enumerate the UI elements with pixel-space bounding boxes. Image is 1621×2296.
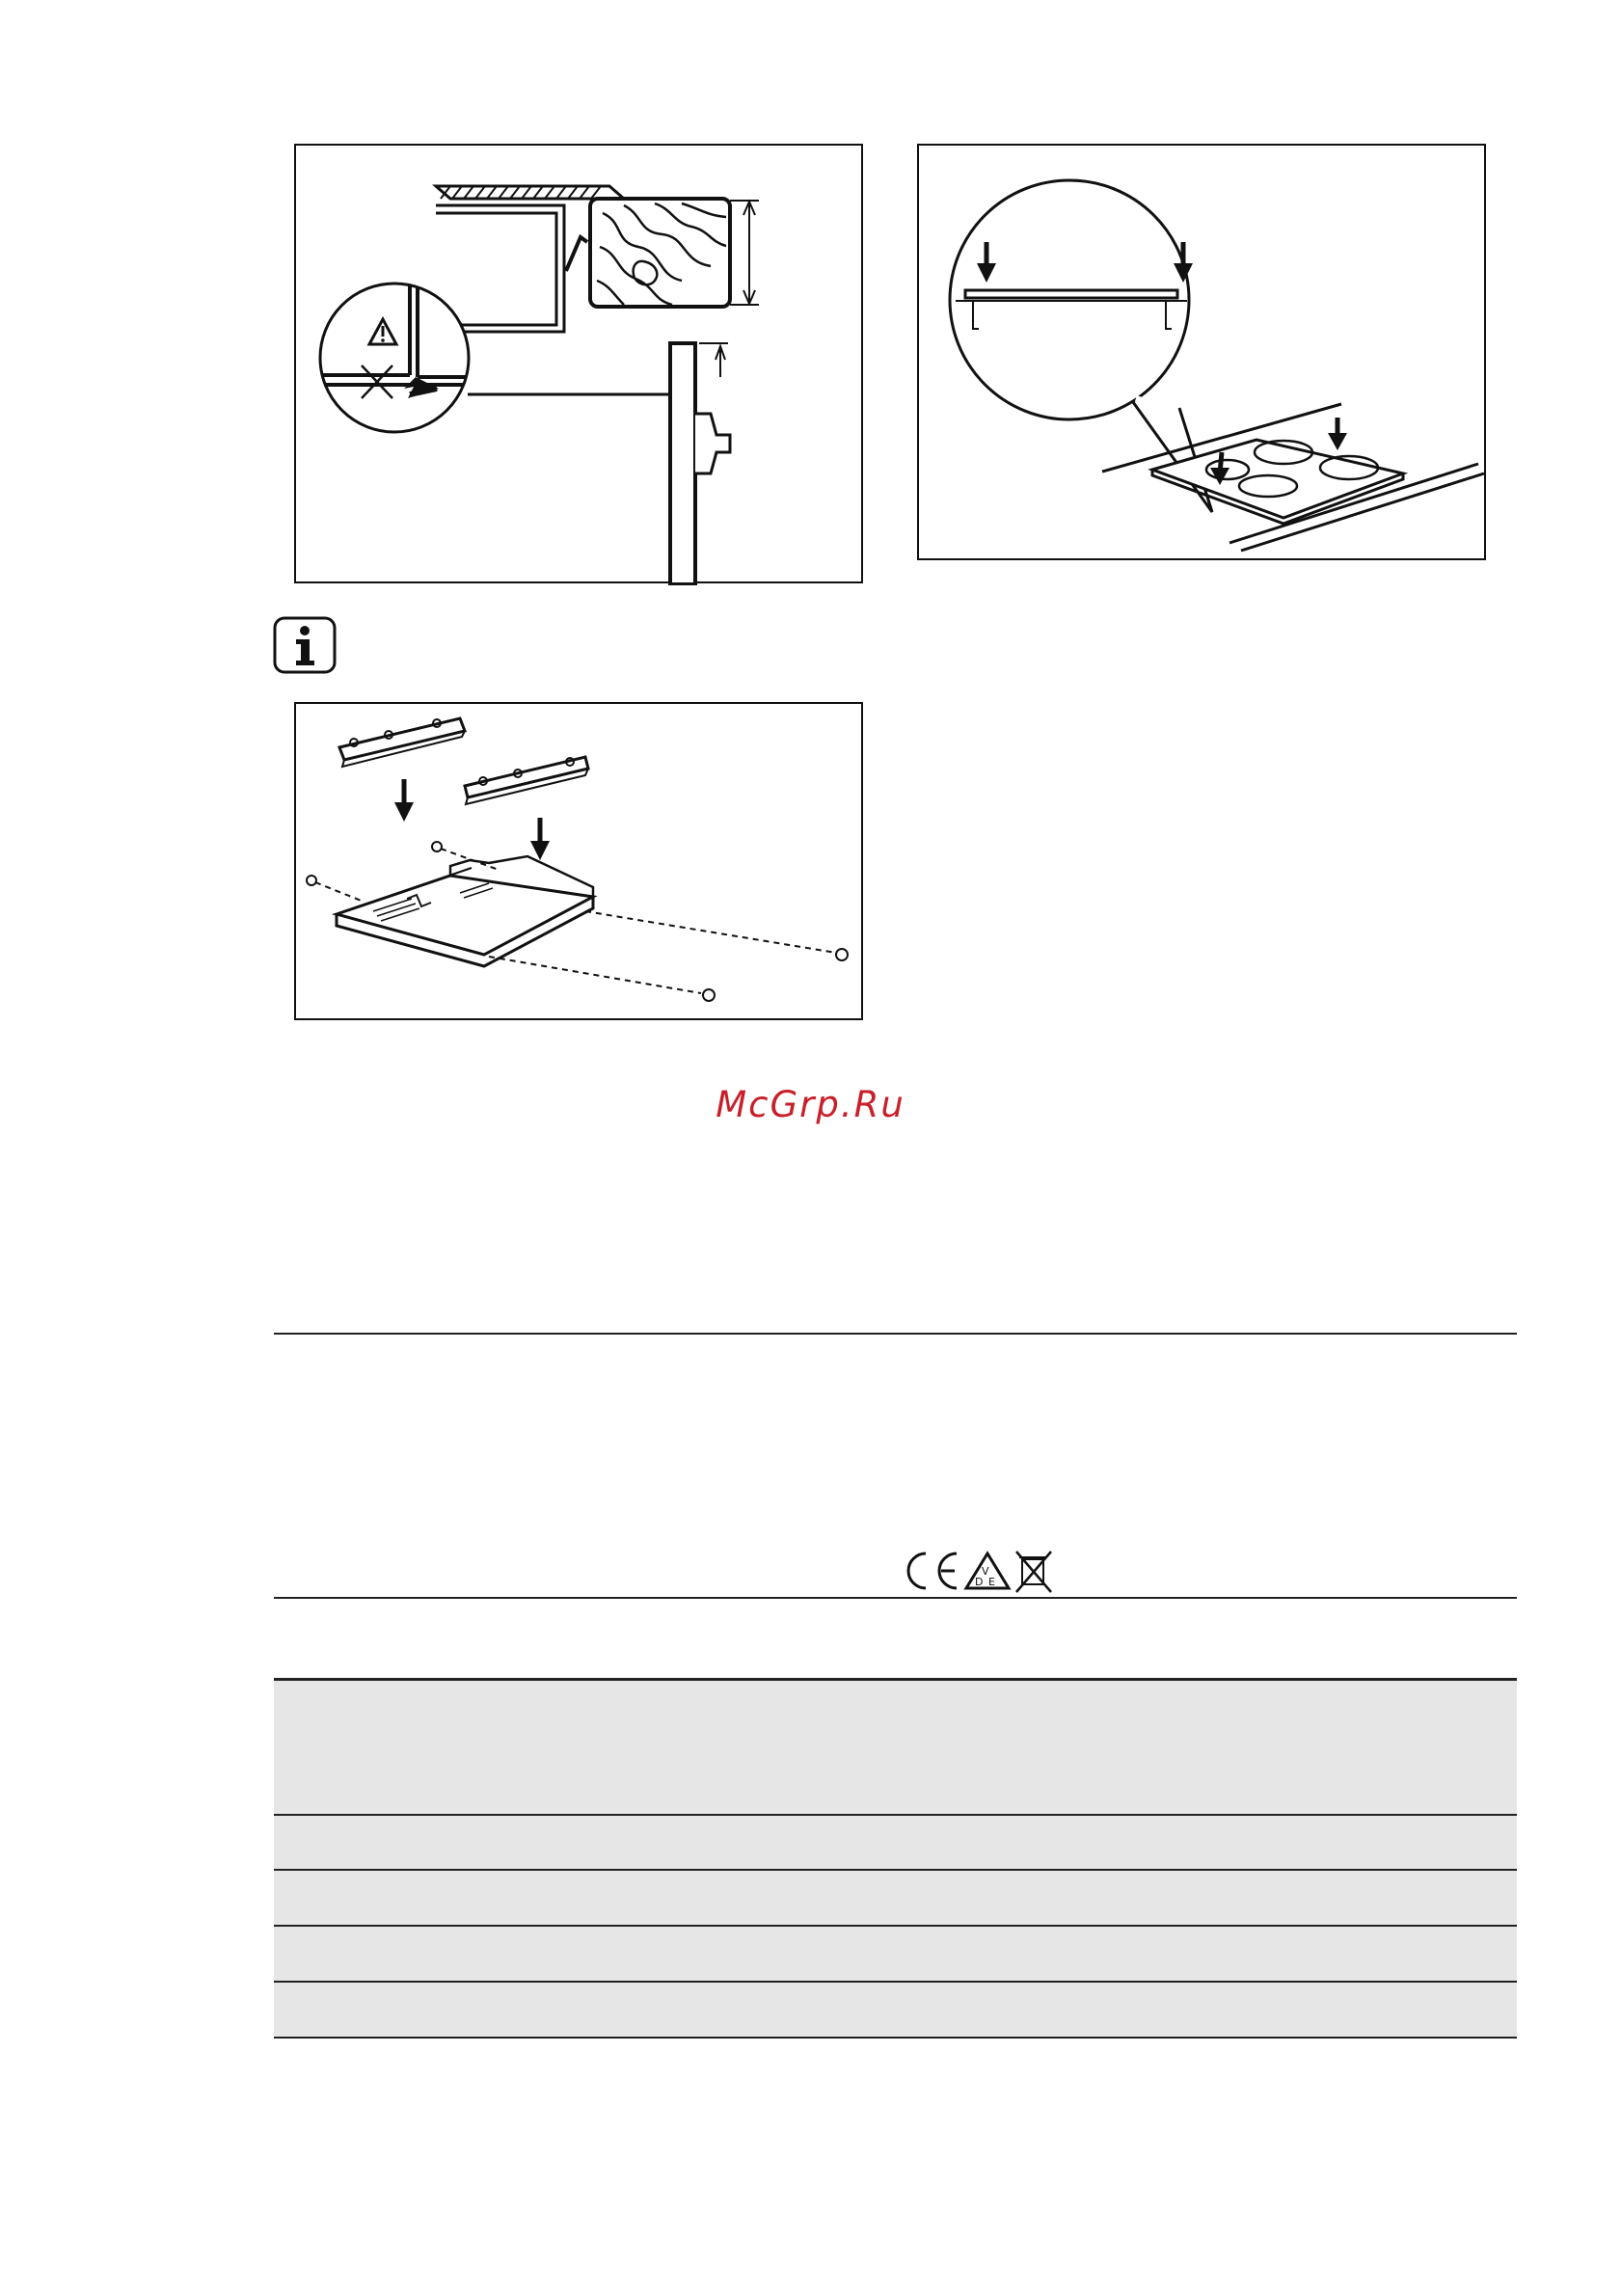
section-divider [274, 1597, 1517, 1599]
table-row [274, 1871, 1517, 1925]
table-bottom-border [274, 2037, 1517, 2039]
table-row [274, 1816, 1517, 1869]
ce-mark-icon [908, 1553, 957, 1588]
weee-bin-icon [1016, 1552, 1051, 1592]
worktop-installation-figure [294, 144, 863, 583]
hob-press-down-diagram-icon [919, 146, 1488, 562]
vde-mark-icon [966, 1553, 1009, 1588]
svg-text:D: D [975, 1576, 984, 1588]
bottom-protection-box-diagram-icon [296, 704, 865, 1022]
info-icon [273, 616, 337, 674]
table-row [274, 1927, 1517, 1981]
table-row [274, 1681, 1517, 1814]
section-divider [274, 1333, 1517, 1335]
certification-marks [899, 1546, 1061, 1596]
worktop-edge-diagram-icon [296, 146, 865, 585]
protection-box-figure [294, 702, 863, 1020]
watermark: McGrp.Ru [716, 1084, 905, 1125]
hob-fitting-figure [917, 144, 1486, 560]
svg-text:V: V [982, 1565, 989, 1578]
svg-text:E: E [988, 1576, 995, 1588]
table-row [274, 1983, 1517, 2037]
